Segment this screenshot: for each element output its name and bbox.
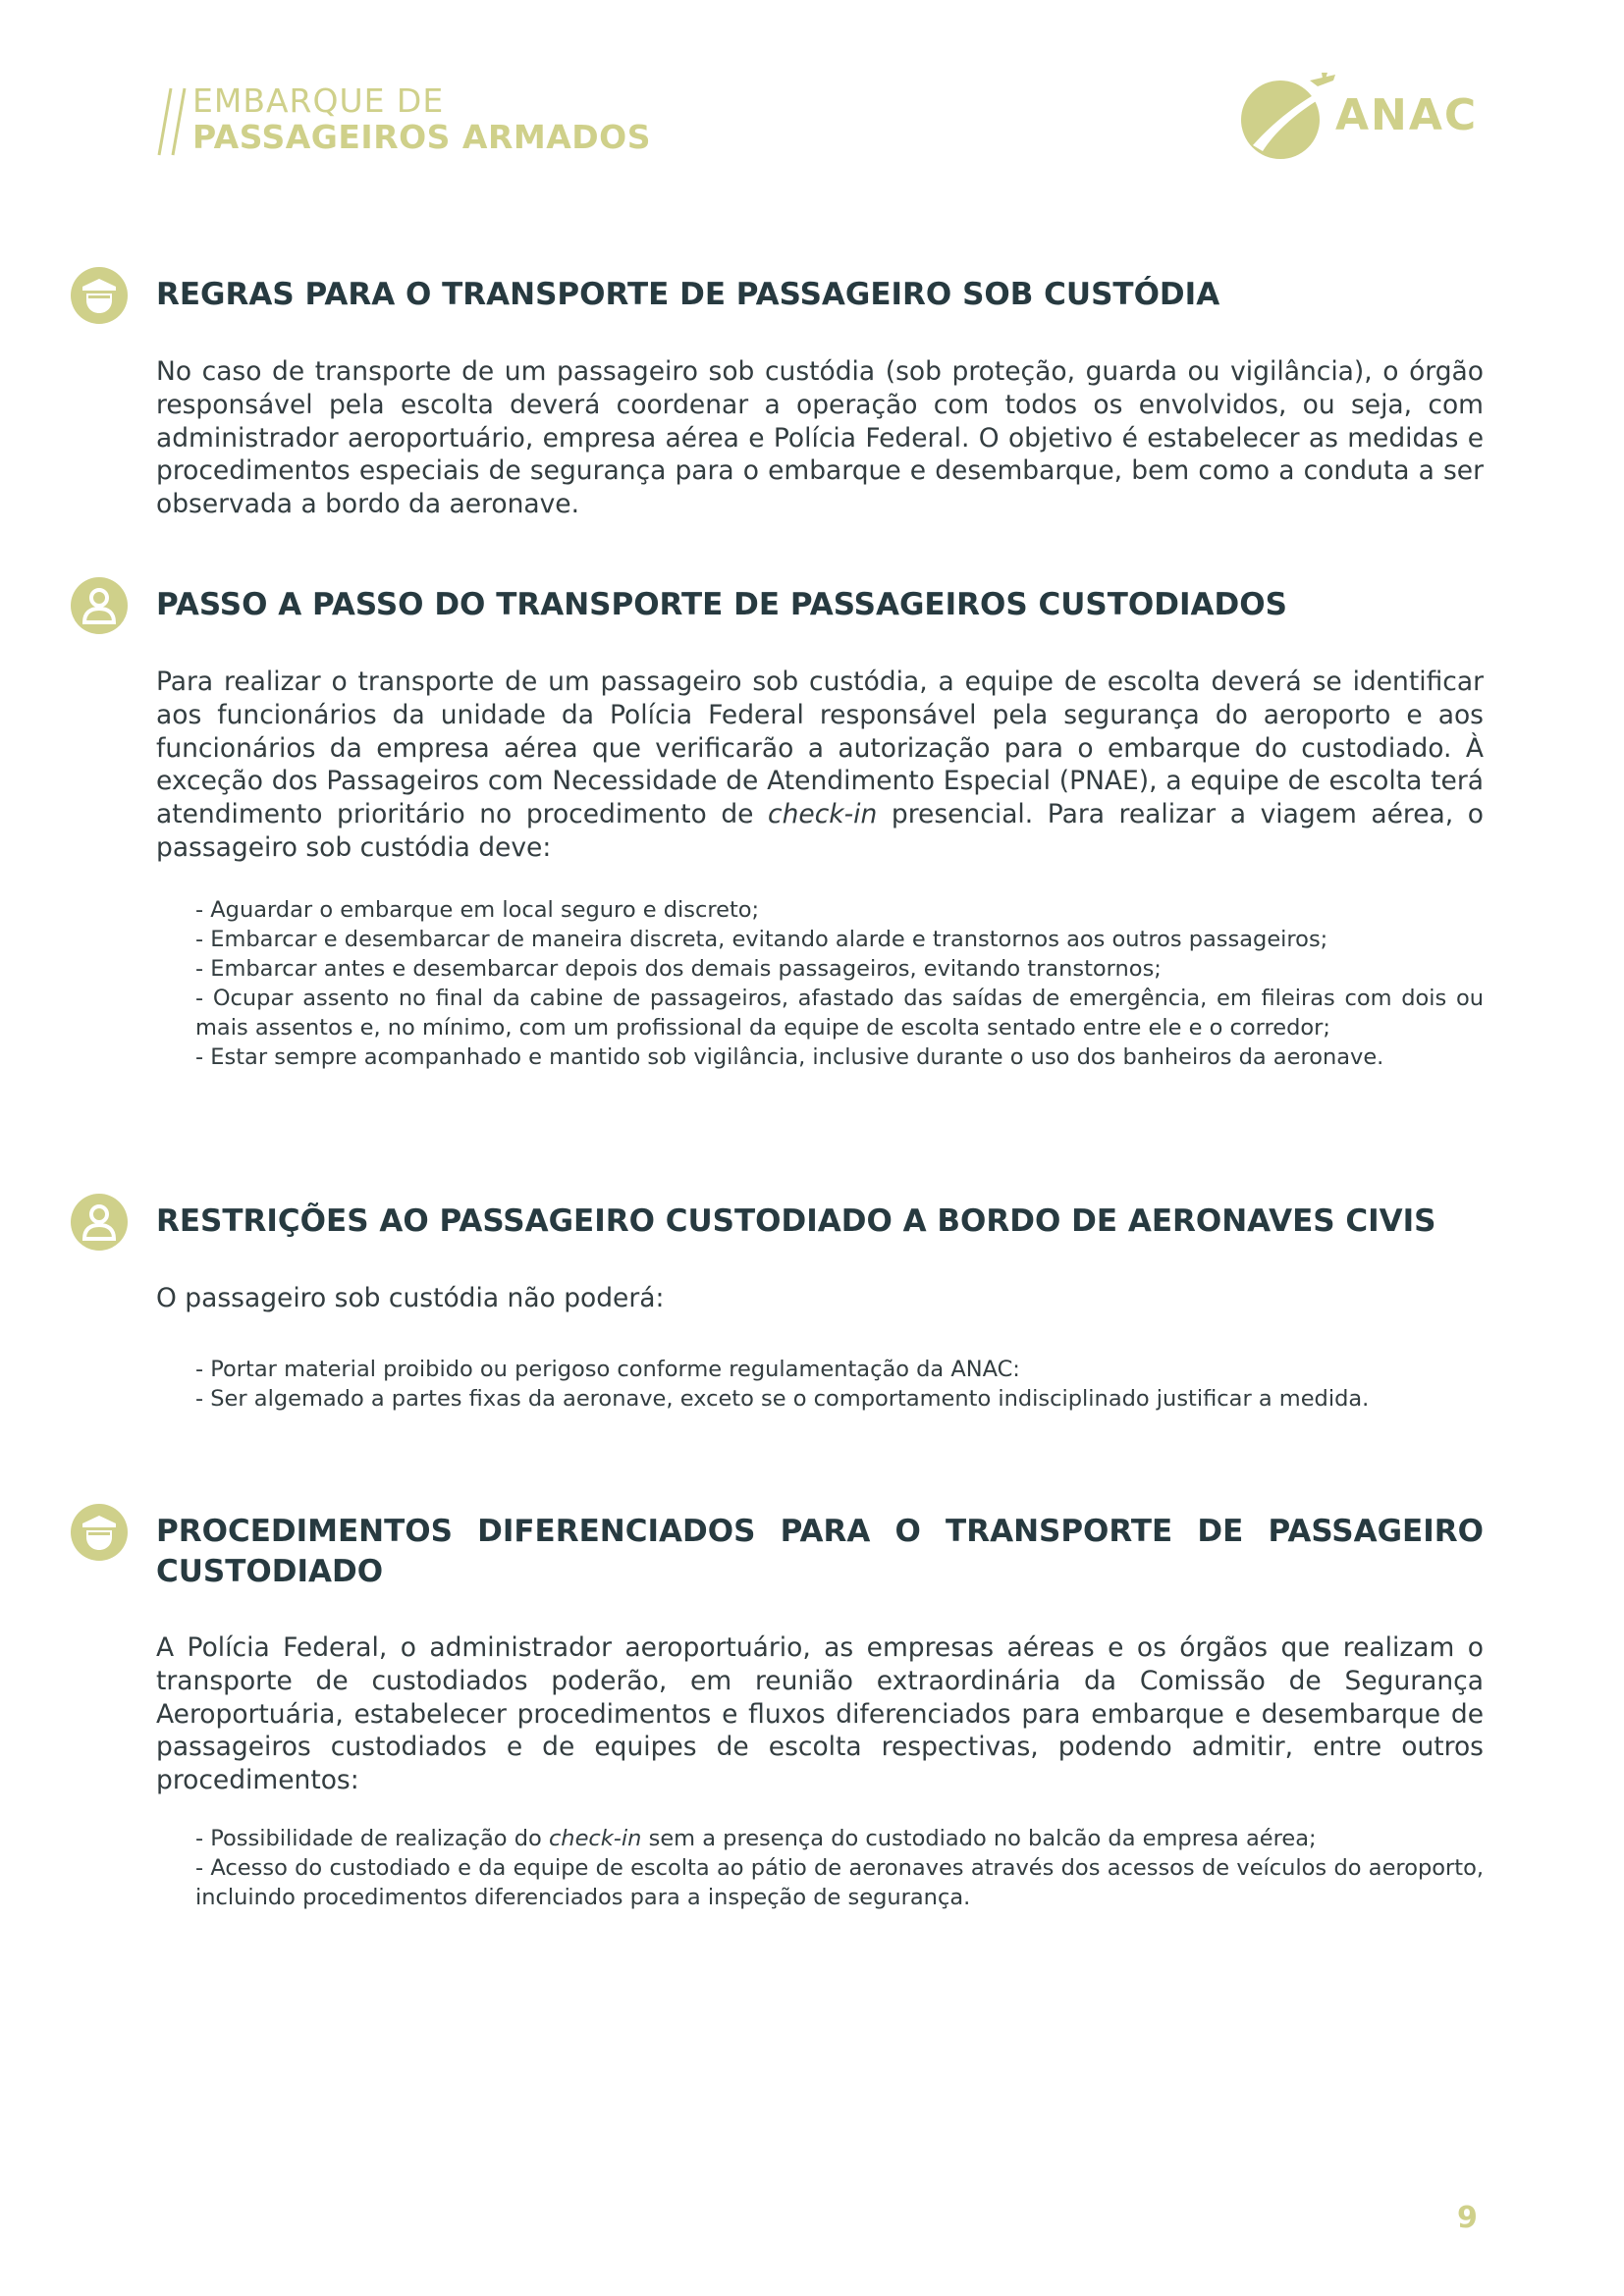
header-slashes-decoration xyxy=(157,86,190,157)
list-item: - Ser algemado a partes fixas da aeronave, exceto se o comportamento indisciplinado justificar a medida. xyxy=(195,1386,1370,1412)
step-by-step-list xyxy=(195,895,1484,1072)
list-item: - Acesso do custodiado e da equipe de escolta ao pátio de aeronaves através dos acessos de veículos do aeroporto, incluindo procedimentos diferenciados para a inspeção de segurança. xyxy=(195,1855,1484,1910)
paragraph-text-part: Para realizar o transporte de um passageiro sob custódia, a equipe de escolta deverá se identificar aos funcionários da unidade da Polícia Federal responsável pela segurança do aeroporto e aos funcionários da empresa aérea que verificarão a autorização para o embarque do custodiado. À exceção dos Passageiros com Necessidade de Atendimento Especial (PNAE), a equipe de escolta terá atendimento prioritário no procedimento de xyxy=(156,667,1484,830)
differentiated-procedures-list xyxy=(195,1824,1484,1912)
list-item: - Embarcar e desembarcar de maneira discreta, evitando alarde e transtornos aos outros passageiros; xyxy=(195,927,1328,952)
paragraph-italic-term: check-in xyxy=(768,799,878,830)
section-heading-differentiated-procedures: PROCEDIMENTOS DIFERENCIADOS PARA O TRANSPORTE DE PASSAGEIRO CUSTODIADO xyxy=(156,1514,1484,1589)
person-icon xyxy=(71,577,128,634)
section-heading-restrictions: RESTRIÇÕES AO PASSAGEIRO CUSTODIADO A BORDO DE AERONAVES CIVIS xyxy=(156,1203,1436,1239)
restrictions-list xyxy=(195,1355,1484,1414)
header-title-line2: PASSAGEIROS ARMADOS xyxy=(192,118,651,156)
list-item-italic-term: check-in xyxy=(548,1826,642,1851)
section-heading-step-by-step: PASSO A PASSO DO TRANSPORTE DE PASSAGEIROS CUSTODIADOS xyxy=(156,587,1287,622)
anac-logo-mark-icon xyxy=(1239,69,1337,163)
section-paragraph-differentiated-procedures: A Polícia Federal, o administrador aeroportuário, as empresas aéreas e os órgãos que realizam o transporte de custodiados poderão, em reunião extraordinária da Comissão de Segurança Aeroportuária, estabelecer procedimentos e fluxos diferenciados para embarque e desembarque de passageiros custodiados e de equipes de escolta respectivas, podendo admitir, entre outros procedimentos: xyxy=(156,1632,1484,1796)
section-heading-custody-rules: REGRAS PARA O TRANSPORTE DE PASSAGEIRO SOB CUSTÓDIA xyxy=(156,277,1220,312)
list-item: - Ocupar assento no final da cabine de passageiros, afastado das saídas de emergência, em fileiras com dois ou mais assentos e, no mínimo, com um profissional da equipe de escolta sentado entre ele e o corredor; xyxy=(195,986,1484,1041)
paragraph-text-part: presencial. Para realizar a viagem aérea, o passageiro sob custódia deve: xyxy=(156,799,1484,863)
list-item xyxy=(195,1824,1484,1853)
document-header xyxy=(192,81,651,156)
list-item: - Portar material proibido ou perigoso conforme regulamentação da ANAC: xyxy=(195,1357,1020,1382)
list-item: - Embarcar antes e desembarcar depois dos demais passageiros, evitando transtornos; xyxy=(195,956,1162,982)
section-paragraph-step-by-step xyxy=(156,666,1484,865)
page-number: 9 xyxy=(1457,2201,1478,2235)
police-officer-icon xyxy=(71,267,128,324)
list-item: - Aguardar o embarque em local seguro e discreto; xyxy=(195,897,760,923)
person-icon xyxy=(71,1194,128,1251)
anac-logo xyxy=(1239,69,1494,167)
section-paragraph-restrictions: O passageiro sob custódia não poderá: xyxy=(156,1283,665,1313)
anac-logo-text: ANAC xyxy=(1335,90,1479,140)
header-title-line1: EMBARQUE DE xyxy=(192,81,445,120)
list-item-text-part: - Possibilidade de realização do xyxy=(195,1826,549,1851)
section-paragraph-custody-rules: No caso de transporte de um passageiro sob custódia (sob proteção, guarda ou vigilância), o órgão responsável pela escolta deverá coordenar a operação com todos os envolvidos, ou seja, com administrador aeroportuário, empresa aérea e Polícia Federal. O objetivo é estabelecer as medidas e procedimentos especiais de segurança para o embarque e desembarque, bem como a conduta a ser observada a bordo da aeronave. xyxy=(156,356,1484,520)
police-officer-icon xyxy=(71,1504,128,1561)
list-item: - Estar sempre acompanhado e mantido sob vigilância, inclusive durante o uso dos banheiros da aeronave. xyxy=(195,1044,1384,1070)
list-item-text-part: sem a presença do custodiado no balcão da empresa aérea; xyxy=(641,1826,1317,1851)
